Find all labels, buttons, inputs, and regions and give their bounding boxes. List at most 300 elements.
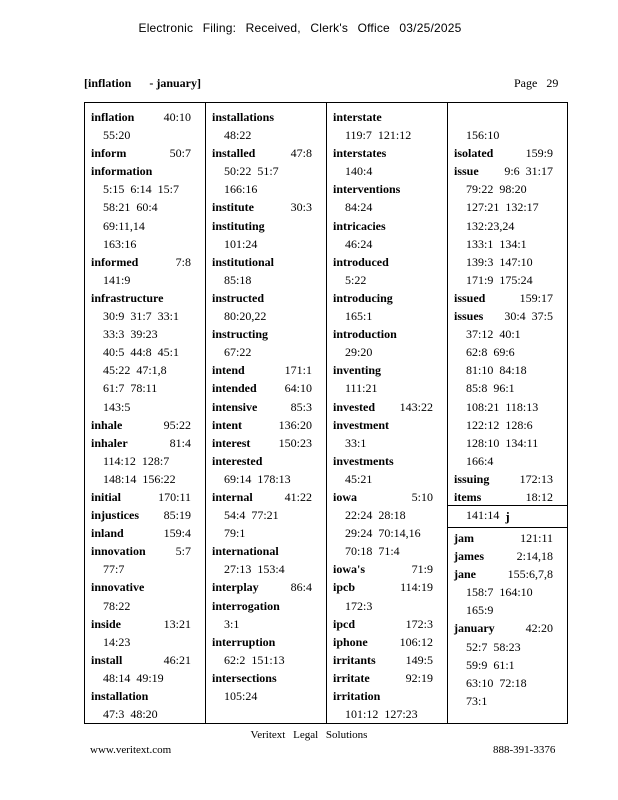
index-entry xyxy=(85,651,205,687)
page-line-refs: 29:24 70:14,16 xyxy=(345,526,421,541)
page-line-refs: 30:9 31:7 33:1 xyxy=(103,309,180,324)
entry-continuation-row xyxy=(327,434,447,452)
page-line-refs: 48:14 49:19 xyxy=(103,670,164,685)
entry-head-row xyxy=(206,144,326,162)
index-term: issued xyxy=(454,290,486,305)
index-term: interest xyxy=(212,435,251,450)
entry-continuation-row xyxy=(85,126,205,144)
entry-continuation-row xyxy=(85,705,205,723)
page-line-refs: 133:1 134:1 xyxy=(466,236,527,251)
index-term: introduced xyxy=(333,254,389,269)
page-line-refs: 7:8 xyxy=(175,254,191,269)
entry-continuation-row xyxy=(206,524,326,542)
page-line-refs: 71:9 xyxy=(411,562,433,577)
entry-continuation-row xyxy=(448,126,567,144)
entry-head-row xyxy=(327,108,447,126)
entry-head-row xyxy=(327,144,447,162)
page-line-refs: 3:1 xyxy=(224,616,240,631)
index-term: jam xyxy=(454,531,474,545)
entry-head-row xyxy=(327,651,447,669)
page-line-refs: 148:14 156:22 xyxy=(103,471,176,486)
entry-continuation-row xyxy=(327,379,447,397)
entry-head-row xyxy=(206,434,326,452)
page-line-refs: 163:16 xyxy=(103,236,137,251)
index-term: isolated xyxy=(454,146,494,161)
page-line-refs: 106:12 xyxy=(399,634,433,649)
index-entry xyxy=(85,162,205,252)
entry-continuation-row xyxy=(85,198,205,216)
page-line-refs: 166:4 xyxy=(466,453,494,468)
page-line-refs: 45:21 xyxy=(345,471,373,486)
entry-head-row xyxy=(327,669,447,687)
page-line-refs: 5:15 6:14 15:7 xyxy=(103,182,180,197)
entry-continuation-row xyxy=(327,705,447,723)
entry-head-row xyxy=(85,578,205,596)
index-entry xyxy=(327,108,447,144)
entry-head-row xyxy=(327,560,447,578)
entry-continuation-row xyxy=(327,542,447,560)
entry-continuation-row xyxy=(85,217,205,235)
index-column-3 xyxy=(327,103,448,723)
entry-head-row xyxy=(327,398,447,416)
page-line-refs: 141:14 xyxy=(466,508,500,523)
index-entry xyxy=(206,452,326,488)
entry-head-row xyxy=(327,615,447,633)
entry-head-row xyxy=(448,470,567,488)
index-entry xyxy=(206,325,326,361)
entry-continuation-row xyxy=(448,271,567,289)
entry-head-row xyxy=(327,687,447,705)
index-entry xyxy=(327,253,447,289)
index-entry xyxy=(206,669,326,705)
page-line-refs: 143:5 xyxy=(103,399,131,414)
index-entry xyxy=(327,217,447,253)
index-entry xyxy=(85,506,205,524)
index-term: institute xyxy=(212,200,254,215)
index-term: international xyxy=(212,544,279,559)
index-term: instructed xyxy=(212,290,264,305)
page-line-refs: 59:9 61:1 xyxy=(466,657,515,672)
page-line-refs: 46:21 xyxy=(163,652,191,667)
index-entry xyxy=(448,108,567,144)
index-term: install xyxy=(91,652,123,667)
index-term: irritate xyxy=(333,670,370,685)
index-entry xyxy=(327,325,447,361)
entry-head-row xyxy=(85,506,205,524)
index-term: installation xyxy=(91,689,149,703)
index-term: intend xyxy=(212,363,245,378)
entry-continuation-row xyxy=(448,361,567,379)
index-term: inside xyxy=(91,616,122,631)
index-entry xyxy=(327,687,447,723)
page-line-refs: 5:22 xyxy=(345,272,367,287)
entry-head-row xyxy=(206,416,326,434)
page-line-refs: 150:23 xyxy=(278,435,312,450)
page-line-refs: 2:14,18 xyxy=(516,549,553,564)
entry-continuation-row xyxy=(85,343,205,361)
entry-head-row xyxy=(206,398,326,416)
entry-head-row xyxy=(85,416,205,434)
entry-continuation-row xyxy=(327,506,447,524)
index-entry xyxy=(327,144,447,180)
entry-continuation-row xyxy=(448,253,567,271)
page-line-refs: 27:13 153:4 xyxy=(224,562,285,577)
entry-continuation-row xyxy=(206,271,326,289)
entry-continuation-row xyxy=(85,398,205,416)
index-entry xyxy=(85,542,205,578)
index-term: irritants xyxy=(333,652,376,667)
entry-head-row xyxy=(327,416,447,434)
index-entry xyxy=(448,144,567,162)
index-term: interventions xyxy=(333,182,401,197)
entry-head-row xyxy=(448,547,567,565)
page-line-refs: 33:1 xyxy=(345,435,367,450)
page-line-refs: 149:5 xyxy=(405,652,433,667)
index-term: inflation xyxy=(91,110,135,124)
index-term: introduction xyxy=(333,327,397,342)
page-line-refs: 92:19 xyxy=(405,670,433,685)
index-entry xyxy=(448,547,567,565)
page-line-refs: 9:6 31:17 xyxy=(504,164,553,179)
index-entry xyxy=(85,615,205,651)
entry-head-row xyxy=(448,488,567,506)
entry-continuation-row xyxy=(448,674,567,692)
page-line-refs: 58:21 60:4 xyxy=(103,200,158,215)
entry-continuation-row xyxy=(448,601,567,619)
entry-continuation-row xyxy=(206,235,326,253)
entry-continuation-row xyxy=(206,343,326,361)
entry-head-row xyxy=(85,488,205,506)
entry-continuation-row xyxy=(85,379,205,397)
entry-head-row xyxy=(206,452,326,470)
entry-head-row xyxy=(448,162,567,180)
entry-continuation-row xyxy=(327,198,447,216)
entry-head-row xyxy=(327,325,447,343)
entry-head-row xyxy=(448,144,567,162)
page-line-refs: 95:22 xyxy=(163,417,191,432)
index-term: issuing xyxy=(454,471,490,486)
index-term: intended xyxy=(212,381,257,396)
entry-continuation-row xyxy=(206,687,326,705)
index-entry xyxy=(85,108,205,144)
index-entry xyxy=(206,434,326,452)
entry-head-row xyxy=(206,198,326,216)
page-line-refs: 172:3 xyxy=(405,616,433,631)
index-entry xyxy=(85,253,205,289)
page-line-refs: 5:7 xyxy=(175,544,191,559)
index-term: inform xyxy=(91,146,127,161)
section-letter-j: j xyxy=(448,505,567,528)
index-entry xyxy=(206,253,326,289)
entry-head-row xyxy=(327,180,447,198)
entry-continuation-row xyxy=(206,180,326,198)
page-number: Page 29 xyxy=(514,76,559,90)
index-term: installed xyxy=(212,146,256,161)
index-entry xyxy=(448,162,567,289)
page-line-refs: 29:20 xyxy=(345,345,373,360)
index-entry xyxy=(327,615,447,633)
page-line-refs: 62:8 69:6 xyxy=(466,345,515,360)
index-term: interstate xyxy=(333,110,382,124)
entry-continuation-row xyxy=(448,198,567,216)
entry-head-row xyxy=(85,144,205,162)
entry-continuation-row xyxy=(448,398,567,416)
page-line-refs: 22:24 28:18 xyxy=(345,508,406,523)
page-line-refs: 50:7 xyxy=(169,146,191,161)
page-line-refs: 30:3 xyxy=(290,200,312,215)
entry-head-row xyxy=(448,108,567,126)
entry-continuation-row xyxy=(85,597,205,615)
index-entry xyxy=(85,488,205,506)
index-term: initial xyxy=(91,489,122,504)
index-entry xyxy=(327,289,447,325)
entry-continuation-row xyxy=(448,434,567,452)
entry-head-row xyxy=(85,289,205,307)
entry-continuation-row xyxy=(327,162,447,180)
page-line-refs: 81:10 84:18 xyxy=(466,363,527,378)
entry-continuation-row xyxy=(206,615,326,633)
entry-head-row xyxy=(85,162,205,180)
page-line-refs: 101:24 xyxy=(224,236,258,251)
index-term: institutional xyxy=(212,254,275,269)
index-entry xyxy=(327,560,447,578)
entry-continuation-row xyxy=(206,506,326,524)
page-line-refs: 136:20 xyxy=(278,417,312,432)
index-term: jane xyxy=(454,567,476,582)
index-term: interrogation xyxy=(212,598,280,613)
entry-head-row xyxy=(85,434,205,452)
page-line-refs: 81:4 xyxy=(169,435,191,450)
entry-continuation-row xyxy=(448,217,567,235)
page-line-refs: 156:10 xyxy=(466,128,500,143)
index-entry xyxy=(206,289,326,325)
page-line-refs: 55:20 xyxy=(103,128,131,143)
page-line-refs: 69:14 178:13 xyxy=(224,471,291,486)
page-line-refs: 85:18 xyxy=(224,272,252,287)
page-line-refs: 119:7 121:12 xyxy=(345,128,412,143)
index-term: interested xyxy=(212,453,263,468)
page-line-refs: 108:21 118:13 xyxy=(466,399,539,414)
index-entry xyxy=(206,108,326,144)
page-line-refs: 140:4 xyxy=(345,164,373,179)
index-term: issue xyxy=(454,164,479,179)
entry-continuation-row xyxy=(448,180,567,198)
index-entry xyxy=(327,633,447,651)
index-term: injustices xyxy=(91,508,139,523)
page-line-refs: 172:13 xyxy=(519,471,553,486)
index-entry xyxy=(85,289,205,416)
index-entry xyxy=(206,398,326,416)
index-entry xyxy=(327,651,447,669)
entry-head-row xyxy=(327,361,447,379)
page-line-refs: 70:18 71:4 xyxy=(345,544,400,559)
word-index-grid xyxy=(84,102,568,724)
index-entry xyxy=(448,619,567,709)
page-line-refs: 79:22 98:20 xyxy=(466,182,527,197)
entry-head-row xyxy=(85,524,205,542)
entry-head-row xyxy=(448,529,567,547)
page-line-refs: 111:21 xyxy=(345,381,378,396)
entry-continuation-row xyxy=(448,325,567,343)
index-term: interstates xyxy=(333,146,387,161)
page-line-refs: 101:12 127:23 xyxy=(345,707,418,722)
page-line-refs: 41:22 xyxy=(284,489,312,504)
index-entry xyxy=(206,416,326,434)
index-term: invested xyxy=(333,399,375,414)
page-line-refs: 159:4 xyxy=(163,526,191,541)
page-line-refs: 42:20 xyxy=(525,621,553,636)
entry-continuation-row xyxy=(448,583,567,601)
entry-head-row xyxy=(206,361,326,379)
index-entry xyxy=(327,669,447,687)
index-entry xyxy=(85,578,205,614)
entry-head-row xyxy=(206,217,326,235)
entry-continuation-row xyxy=(327,597,447,615)
entry-continuation-row xyxy=(327,343,447,361)
entry-continuation-row xyxy=(327,470,447,488)
index-entry xyxy=(85,144,205,162)
entry-continuation-row xyxy=(448,452,567,470)
page-line-refs: 50:22 51:7 xyxy=(224,164,279,179)
footer-website: www.veritext.com xyxy=(90,744,172,756)
index-term: intensive xyxy=(212,399,258,414)
page-line-refs: 171:9 175:24 xyxy=(466,272,533,287)
page-line-refs: 141:9 xyxy=(103,272,131,287)
index-term: items xyxy=(454,489,482,504)
index-entry xyxy=(448,289,567,307)
index-column-2 xyxy=(206,103,327,723)
index-term: instituting xyxy=(212,218,265,233)
index-entry xyxy=(85,524,205,542)
entry-head-row xyxy=(206,542,326,560)
index-term: iphone xyxy=(333,634,368,649)
page-line-refs: 171:1 xyxy=(284,363,312,378)
index-term: information xyxy=(91,164,153,179)
index-term: investment xyxy=(333,417,389,432)
page-line-refs: 105:24 xyxy=(224,689,258,703)
entry-head-row xyxy=(85,253,205,271)
entry-continuation-row xyxy=(327,271,447,289)
index-term: intricacies xyxy=(333,218,386,233)
page-line-refs: 155:6,7,8 xyxy=(507,567,553,582)
page-line-refs: 143:22 xyxy=(399,399,433,414)
entry-head-row xyxy=(85,108,205,126)
entry-continuation-row xyxy=(85,271,205,289)
index-entry xyxy=(327,416,447,452)
entry-head-row xyxy=(206,379,326,397)
index-column-4 xyxy=(448,103,567,723)
index-entry xyxy=(206,578,326,596)
index-term: iowa xyxy=(333,489,357,504)
page-line-refs: 84:24 xyxy=(345,200,373,215)
index-term: innovation xyxy=(91,544,146,559)
entry-head-row xyxy=(206,325,326,343)
page-line-refs: 73:1 xyxy=(466,693,488,708)
entry-continuation-row xyxy=(448,416,567,434)
entry-continuation-row xyxy=(448,343,567,361)
index-entry xyxy=(206,633,326,669)
page-line-refs: 159:17 xyxy=(519,290,553,305)
entry-head-row xyxy=(206,289,326,307)
index-entry xyxy=(327,488,447,560)
page-line-refs: 67:22 xyxy=(224,345,252,360)
entry-head-row xyxy=(327,253,447,271)
page-line-refs: 86:4 xyxy=(290,580,312,595)
entry-head-row xyxy=(327,488,447,506)
index-term: inhale xyxy=(91,417,123,432)
page-line-refs: 170:11 xyxy=(158,489,191,504)
entry-continuation-row xyxy=(85,235,205,253)
page-line-refs: 159:9 xyxy=(525,146,553,161)
page-line-refs: 114:12 128:7 xyxy=(103,453,170,468)
index-entry xyxy=(206,361,326,379)
page-line-refs: 128:10 134:11 xyxy=(466,435,539,450)
index-entry xyxy=(85,416,205,434)
page-line-refs: 37:12 40:1 xyxy=(466,327,521,342)
page-line-refs: 52:7 58:23 xyxy=(466,639,521,654)
index-entry xyxy=(327,578,447,614)
entry-head-row xyxy=(206,578,326,596)
page-line-refs: 165:9 xyxy=(466,603,494,618)
page-line-refs: 122:12 128:6 xyxy=(466,417,533,432)
index-entry xyxy=(206,488,326,542)
index-term: introducing xyxy=(333,290,393,305)
entry-head-row xyxy=(327,633,447,651)
entry-continuation-row xyxy=(85,307,205,325)
index-entry xyxy=(206,144,326,198)
index-entry xyxy=(206,379,326,397)
page-line-refs: 47:8 xyxy=(290,146,312,161)
entry-continuation-row xyxy=(327,126,447,144)
entry-head-row xyxy=(85,615,205,633)
entry-head-row xyxy=(327,452,447,470)
page-line-refs: 47:3 48:20 xyxy=(103,707,158,722)
index-term: inventing xyxy=(333,363,382,378)
entry-head-row xyxy=(85,542,205,560)
page-line-refs: 40:10 xyxy=(163,110,191,124)
page-line-refs: 64:10 xyxy=(284,381,312,396)
page-line-refs: 5:10 xyxy=(411,489,433,504)
index-term: inhaler xyxy=(91,435,128,450)
page-line-refs: 114:19 xyxy=(400,580,433,595)
page-line-refs: 40:5 44:8 45:1 xyxy=(103,345,180,360)
entry-continuation-row xyxy=(206,307,326,325)
index-term: january xyxy=(454,621,495,636)
index-term: infrastructure xyxy=(91,290,164,305)
page-line-refs: 121:11 xyxy=(520,531,553,545)
index-term: investments xyxy=(333,453,394,468)
entry-head-row xyxy=(206,253,326,271)
page-line-refs: 165:1 xyxy=(345,309,373,324)
entry-continuation-row xyxy=(85,361,205,379)
index-entry xyxy=(448,565,567,619)
page-line-refs: 85:19 xyxy=(163,508,191,523)
page-line-refs: 85:3 xyxy=(290,399,312,414)
index-term: instructing xyxy=(212,327,269,342)
entry-continuation-row xyxy=(448,656,567,674)
index-term: innovative xyxy=(91,580,145,595)
page-line-refs: 127:21 132:17 xyxy=(466,200,539,215)
index-term: informed xyxy=(91,254,139,269)
page-line-refs: 172:3 xyxy=(345,598,373,613)
page-line-refs: 48:22 xyxy=(224,128,252,143)
entry-continuation-row xyxy=(85,452,205,470)
entry-head-row xyxy=(206,488,326,506)
page-line-refs: 132:23,24 xyxy=(466,218,515,233)
page-line-refs: 30:4 37:5 xyxy=(504,309,553,324)
index-term: internal xyxy=(212,489,253,504)
entry-continuation-row xyxy=(327,235,447,253)
